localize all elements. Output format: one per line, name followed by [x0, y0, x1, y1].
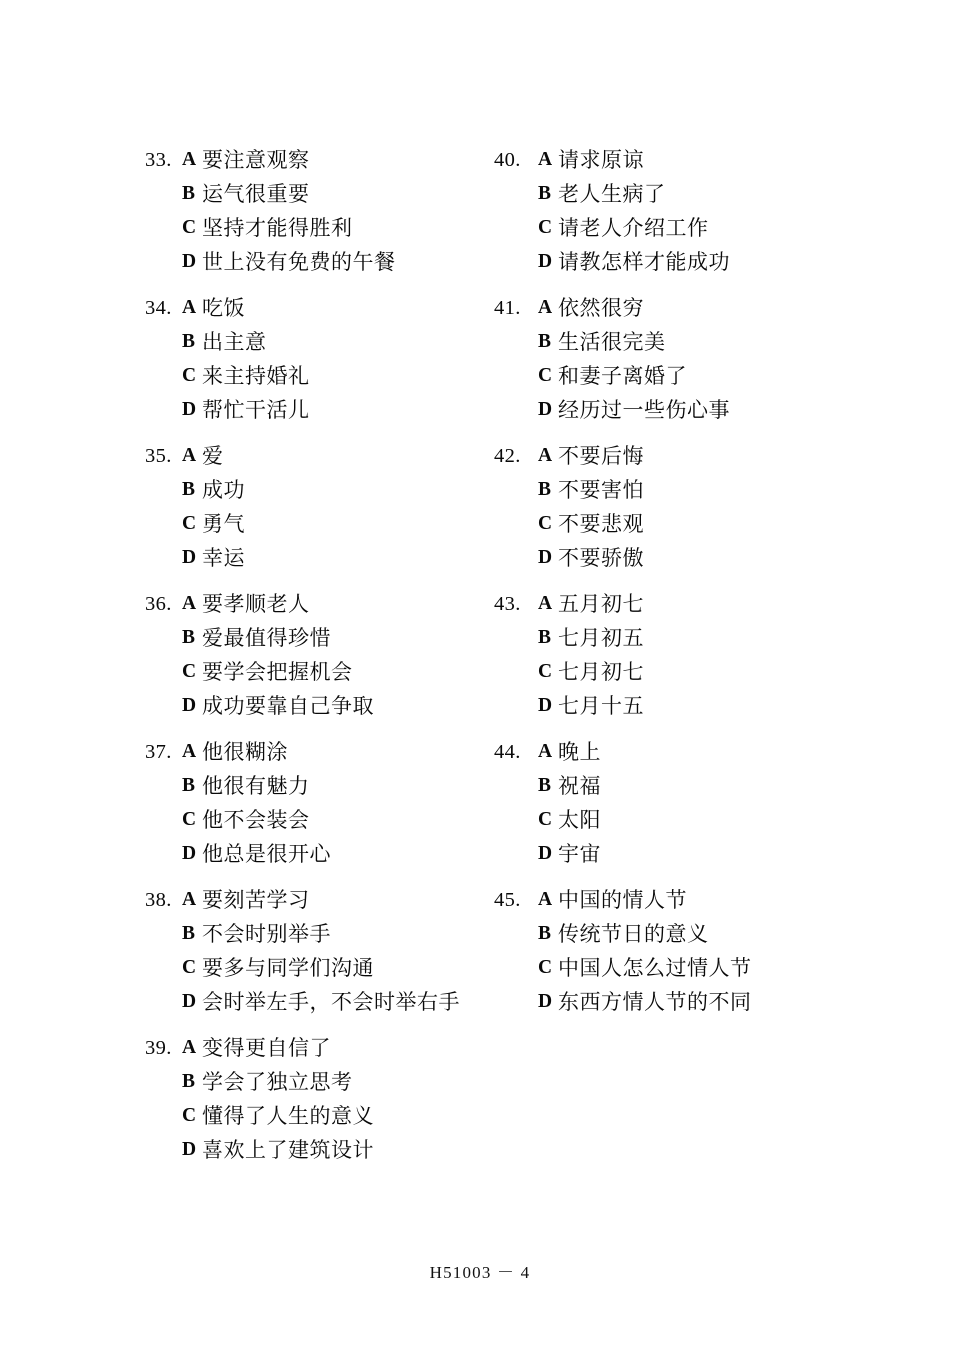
option-letter: A — [538, 445, 553, 466]
option-letter: D — [182, 843, 197, 864]
question-option-line[interactable] — [494, 689, 854, 723]
option-text: 请求原谅 — [558, 148, 644, 172]
option-letter: C — [182, 365, 197, 386]
question-option-line[interactable] — [494, 837, 854, 871]
question-option-line[interactable] — [494, 803, 854, 837]
question-option-line[interactable] — [145, 177, 475, 211]
question-group — [494, 587, 854, 723]
question-option-line[interactable] — [145, 621, 475, 655]
question-option-line[interactable] — [145, 143, 475, 177]
option-letter: D — [538, 251, 553, 272]
option-letter: D — [538, 399, 553, 420]
option-letter: C — [538, 513, 553, 534]
option-text: 幸运 — [202, 546, 245, 570]
option-text: 传统节日的意义 — [558, 922, 709, 946]
question-group — [145, 1031, 475, 1167]
question-option-line[interactable] — [145, 837, 475, 871]
question-number: 39. — [145, 1037, 172, 1059]
option-text: 晚上 — [558, 740, 601, 764]
question-option-line[interactable] — [145, 393, 475, 427]
option-letter: B — [182, 923, 196, 944]
option-letter: C — [182, 661, 197, 682]
option-text: 和妻子离婚了 — [558, 364, 687, 388]
question-option-line[interactable] — [494, 541, 854, 575]
option-letter: C — [182, 1105, 197, 1126]
option-letter: B — [538, 479, 552, 500]
option-text: 来主持婚礼 — [202, 364, 310, 388]
question-option-line[interactable] — [145, 951, 475, 985]
option-text: 运气很重要 — [202, 182, 310, 206]
option-letter: A — [182, 593, 197, 614]
option-text: 东西方情人节的不同 — [558, 990, 752, 1014]
question-option-line[interactable] — [145, 769, 475, 803]
question-option-line[interactable] — [145, 1133, 475, 1167]
option-text: 不要骄傲 — [558, 546, 644, 570]
question-option-line[interactable] — [494, 325, 854, 359]
question-option-line[interactable] — [494, 245, 854, 279]
question-group — [145, 291, 475, 427]
option-letter: B — [182, 183, 196, 204]
question-option-line[interactable] — [494, 507, 854, 541]
question-group — [145, 439, 475, 575]
question-option-line[interactable] — [145, 473, 475, 507]
option-letter: A — [538, 149, 553, 170]
option-text: 喜欢上了建筑设计 — [202, 1138, 374, 1162]
option-letter: B — [538, 775, 552, 796]
option-text: 成功要靠自己争取 — [202, 694, 374, 718]
option-text: 要多与同学们沟通 — [202, 956, 374, 980]
option-letter: D — [538, 695, 553, 716]
question-option-line[interactable] — [494, 291, 854, 325]
option-text: 会时举左手，不会时举右手 — [202, 990, 460, 1014]
question-option-line[interactable] — [145, 735, 475, 769]
question-group — [494, 883, 854, 1019]
option-letter: A — [182, 741, 197, 762]
option-letter: A — [538, 889, 553, 910]
option-letter: B — [182, 627, 196, 648]
option-letter: D — [182, 1139, 197, 1160]
option-letter: D — [182, 695, 197, 716]
option-text: 世上没有免费的午餐 — [202, 250, 396, 274]
option-text: 依然很穷 — [558, 296, 644, 320]
option-text: 要孝顺老人 — [202, 592, 310, 616]
option-letter: B — [538, 627, 552, 648]
option-letter: C — [182, 217, 197, 238]
question-option-line[interactable] — [494, 211, 854, 245]
option-letter: A — [538, 593, 553, 614]
question-option-line[interactable] — [494, 621, 854, 655]
option-letter: C — [538, 365, 553, 386]
option-letter: C — [182, 957, 197, 978]
question-option-line[interactable] — [494, 393, 854, 427]
option-text: 经历过一些伤心事 — [558, 398, 730, 422]
option-letter: A — [538, 297, 553, 318]
question-number: 40. — [494, 149, 521, 171]
option-letter: D — [182, 399, 197, 420]
option-letter: D — [182, 991, 197, 1012]
option-text: 要刻苦学习 — [202, 888, 310, 912]
question-option-line[interactable] — [494, 951, 854, 985]
question-option-line[interactable] — [145, 655, 475, 689]
question-option-line[interactable] — [145, 291, 475, 325]
option-letter: C — [182, 513, 197, 534]
question-number: 45. — [494, 889, 521, 911]
option-text: 请老人介绍工作 — [558, 216, 709, 240]
option-text: 爱最值得珍惜 — [202, 626, 331, 650]
option-letter: C — [538, 809, 553, 830]
option-text: 帮忙干活儿 — [202, 398, 310, 422]
question-option-line[interactable] — [494, 439, 854, 473]
option-letter: D — [538, 547, 553, 568]
option-letter: B — [182, 1071, 196, 1092]
option-letter: A — [182, 1037, 197, 1058]
option-text: 太阳 — [558, 808, 601, 832]
question-option-line[interactable] — [145, 1031, 475, 1065]
page-footer: H51003 － 4 — [429, 1263, 531, 1282]
question-number: 38. — [145, 889, 172, 911]
question-number: 34. — [145, 297, 172, 319]
option-letter: C — [182, 809, 197, 830]
question-option-line[interactable] — [494, 769, 854, 803]
option-letter: B — [182, 775, 196, 796]
question-option-line[interactable] — [494, 883, 854, 917]
option-text: 不会时别举手 — [202, 922, 331, 946]
option-text: 不要后悔 — [558, 444, 644, 468]
option-text: 勇气 — [202, 512, 245, 536]
option-letter: B — [538, 923, 552, 944]
question-number: 37. — [145, 741, 172, 763]
question-option-line[interactable] — [145, 439, 475, 473]
question-option-line[interactable] — [145, 541, 475, 575]
question-group — [494, 735, 854, 871]
option-text: 吃饭 — [202, 296, 245, 320]
question-group — [145, 587, 475, 723]
option-text: 中国人怎么过情人节 — [558, 956, 752, 980]
question-option-line[interactable] — [145, 211, 475, 245]
option-text: 请教怎样才能成功 — [558, 250, 730, 274]
option-text: 老人生病了 — [558, 182, 666, 206]
option-text: 他很糊涂 — [202, 740, 288, 764]
question-number: 41. — [494, 297, 521, 319]
question-group — [145, 143, 475, 279]
question-group — [494, 143, 854, 279]
option-letter: B — [182, 331, 196, 352]
question-option-line[interactable] — [145, 359, 475, 393]
question-option-line[interactable] — [494, 655, 854, 689]
option-letter: A — [538, 741, 553, 762]
question-option-line[interactable] — [494, 985, 854, 1019]
option-text: 他不会装会 — [202, 808, 310, 832]
question-option-line[interactable] — [145, 1099, 475, 1133]
question-option-line[interactable] — [145, 883, 475, 917]
option-letter: B — [182, 479, 196, 500]
question-option-line[interactable] — [145, 803, 475, 837]
question-option-line[interactable] — [145, 325, 475, 359]
option-text: 七月十五 — [558, 694, 644, 718]
question-option-line[interactable] — [494, 359, 854, 393]
option-text: 要注意观察 — [202, 148, 310, 172]
option-text: 出主意 — [202, 330, 267, 354]
question-group — [145, 883, 475, 1019]
question-group — [145, 735, 475, 871]
question-number: 35. — [145, 445, 172, 467]
option-letter: C — [538, 957, 553, 978]
question-number: 42. — [494, 445, 521, 467]
option-letter: A — [182, 445, 197, 466]
option-text: 不要害怕 — [558, 478, 644, 502]
option-letter: D — [182, 251, 197, 272]
question-option-line[interactable] — [145, 587, 475, 621]
question-option-line[interactable] — [145, 245, 475, 279]
question-number: 36. — [145, 593, 172, 615]
question-group — [494, 291, 854, 427]
option-letter: C — [538, 661, 553, 682]
question-option-line[interactable] — [145, 1065, 475, 1099]
option-text: 宇宙 — [558, 842, 601, 866]
option-text: 不要悲观 — [558, 512, 644, 536]
question-option-line[interactable] — [494, 473, 854, 507]
option-text: 爱 — [202, 444, 224, 468]
question-option-line[interactable] — [494, 735, 854, 769]
question-option-line[interactable] — [145, 917, 475, 951]
option-letter: A — [182, 889, 197, 910]
question-option-line[interactable] — [145, 507, 475, 541]
question-option-line[interactable] — [494, 143, 854, 177]
option-text: 懂得了人生的意义 — [202, 1104, 374, 1128]
option-letter: D — [538, 843, 553, 864]
option-text: 他很有魅力 — [202, 774, 310, 798]
option-letter: C — [538, 217, 553, 238]
option-letter: B — [538, 183, 552, 204]
question-option-line[interactable] — [494, 177, 854, 211]
option-text: 他总是很开心 — [202, 842, 331, 866]
option-letter: A — [182, 297, 197, 318]
option-text: 学会了独立思考 — [202, 1070, 353, 1094]
option-letter: D — [538, 991, 553, 1012]
option-text: 生活很完美 — [558, 330, 666, 354]
option-text: 要学会把握机会 — [202, 660, 353, 684]
option-text: 五月初七 — [558, 592, 644, 616]
option-text: 中国的情人节 — [558, 888, 687, 912]
question-number: 33. — [145, 149, 172, 171]
option-text: 变得更自信了 — [202, 1036, 331, 1060]
option-text: 七月初五 — [558, 626, 644, 650]
question-number: 44. — [494, 741, 521, 763]
question-option-line[interactable] — [494, 917, 854, 951]
option-letter: B — [538, 331, 552, 352]
option-letter: D — [182, 547, 197, 568]
option-text: 坚持才能得胜利 — [202, 216, 353, 240]
option-letter: A — [182, 149, 197, 170]
question-option-line[interactable] — [145, 985, 475, 1019]
question-option-line[interactable] — [494, 587, 854, 621]
option-text: 成功 — [202, 478, 245, 502]
option-text: 七月初七 — [558, 660, 644, 684]
question-number: 43. — [494, 593, 521, 615]
question-group — [494, 439, 854, 575]
question-option-line[interactable] — [145, 689, 475, 723]
option-text: 祝福 — [558, 774, 601, 798]
